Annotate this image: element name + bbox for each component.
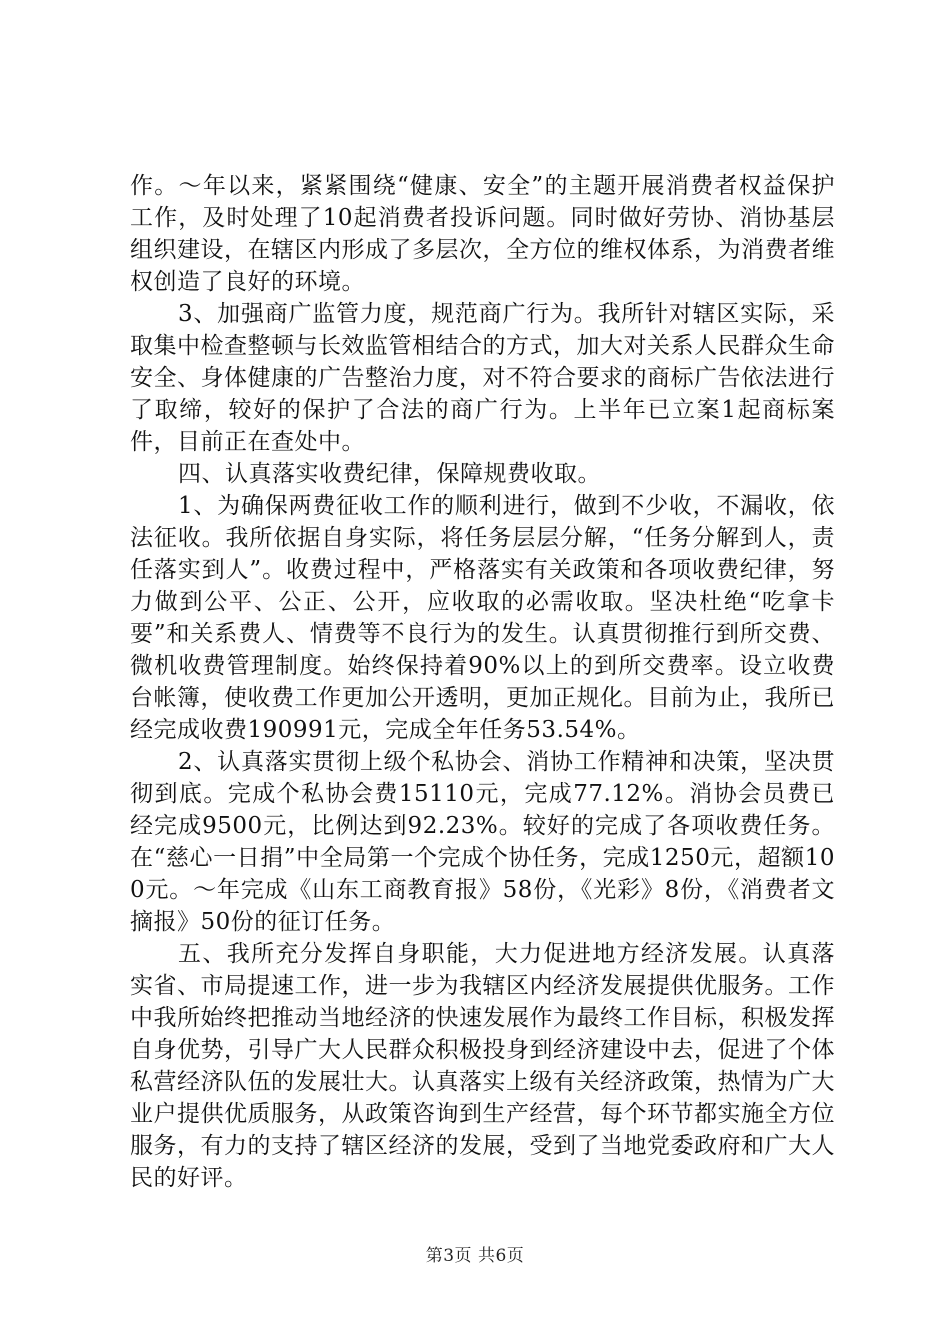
paragraph-advertising-supervision: 3、加强商广监管力度，规范商广行为。我所针对辖区实际，采取集中检查整顿与长效监管相结合的方式，加大对关系人民群众生命安全、身体健康的广告整治力度，对不符合要求的商标广告依法进行了取缔，较好的保护了合法的商广行为。上半年已立案1起商标案件，目前正在查处中。	[130, 301, 835, 455]
paragraph-association-fees: 2、认真落实贯彻上级个私协会、消协工作精神和决策，坚决贯彻到底。完成个私协会费15110元，完成77.12%。消协会员费已经完成9500元，比例达到92.23%。较好的完成了各项收费任务。在“慈心一日捐”中全局第一个完成个协任务，完成1250元，超额100元。～年完成《山东工商教育报》58份，《光彩》8份，《消费者文摘报》50份的征订任务。	[130, 749, 835, 935]
paragraph-economic-development: 五、我所充分发挥自身职能，大力促进地方经济发展。认真落实省、市局提速工作，进一步为我辖区内经济发展提供优服务。工作中我所始终把推动当地经济的快速发展作为最终工作目标，积极发挥自身优势，引导广大人民群众积极投身到经济建设中去，促进了个体私营经济队伍的发展壮大。认真落实上级有关经济政策，热情为广大业户提供优质服务，从政策咨询到生产经营，每个环节都实施全方位服务，有力的支持了辖区经济的发展，受到了当地党委政府和广大人民的好评。	[130, 941, 835, 1191]
section-heading-fee-discipline: 四、认真落实收费纪律，保障规费收取。	[178, 461, 601, 487]
document-body	[130, 170, 835, 1194]
paragraph-fee-collection: 1、为确保两费征收工作的顺利进行，做到不少收，不漏收，依法征收。我所依据自身实际，将任务层层分解，“任务分解到人，责任落实到人”。收费过程中，严格落实有关政策和各项收费纪律，努力做到公平、公正、公开，应收取的必需收取。坚决杜绝“吃拿卡要”和关系费人、情费等不良行为的发生。认真贯彻推行到所交费、微机收费管理制度。始终保持着90%以上的到所交费率。设立收费台帐簿，使收费工作更加公开透明，更加正规化。目前为止，我所已经完成收费190991元，完成全年任务53.54%。	[130, 493, 835, 743]
page-footer: 第3页 共6页	[425, 1246, 525, 1266]
paragraph-consumer-rights: 作。～年以来，紧紧围绕“健康、安全”的主题开展消费者权益保护工作，及时处理了10起消费者投诉问题。同时做好劳协、消协基层组织建设，在辖区内形成了多层次，全方位的维权体系，为消费者维权创造了良好的环境。	[130, 173, 835, 295]
